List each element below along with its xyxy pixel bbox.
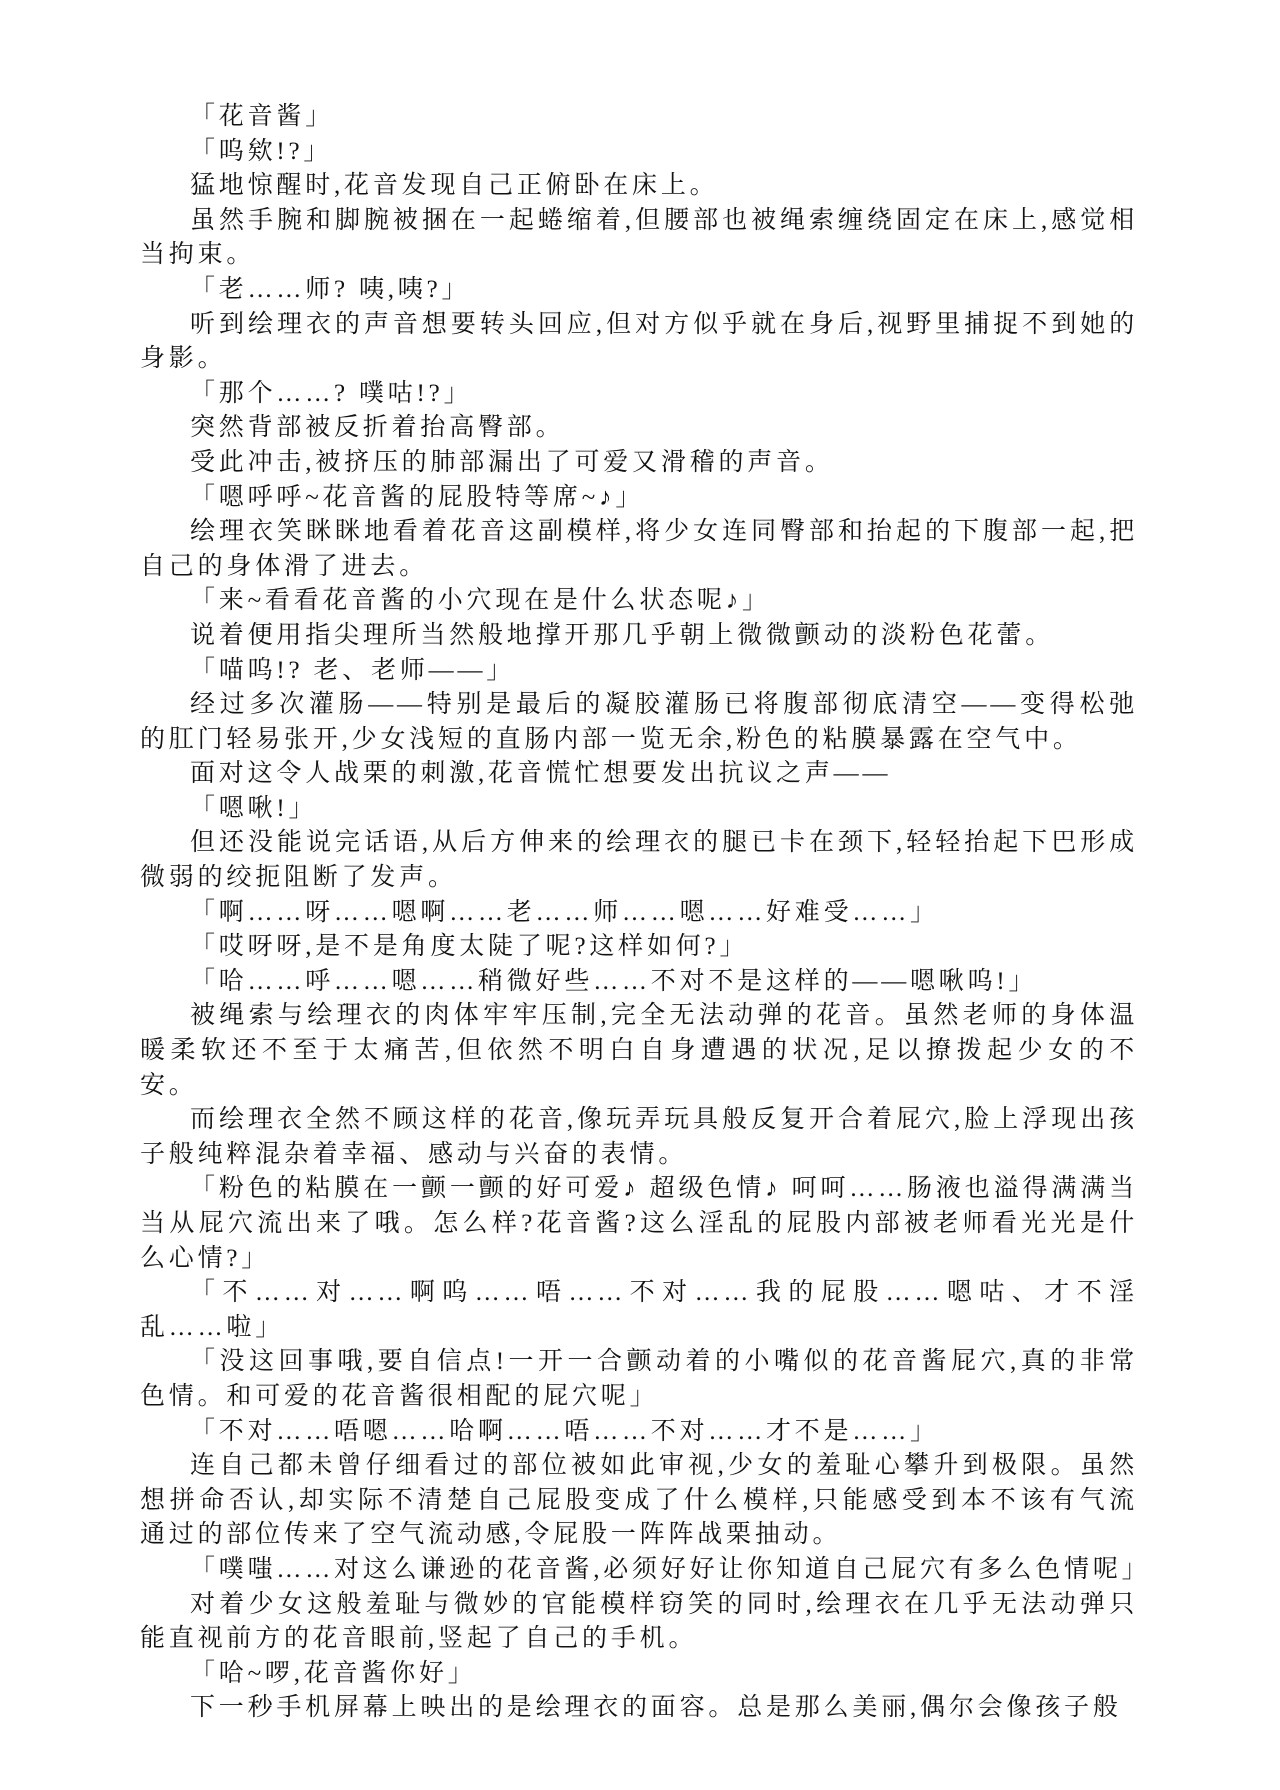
paragraph: 说着便用指尖理所当然般地撑开那几乎朝上微微颤动的淡粉色花蕾。 <box>190 621 1055 649</box>
paragraph: 「嗯啾!」 <box>190 794 318 822</box>
paragraph: 受此冲击,被挤压的肺部漏出了可爱又滑稽的声音。 <box>190 448 834 476</box>
paragraph: 被绳索与绘理衣的肉体牢牢压制,完全无法动弹的花音。虽然老师的身体温暖柔软还不至于太痛苦,但依然不明白自身遭遇的状况,足以撩拨起少女的不安。 <box>140 1002 1138 1099</box>
paragraph: 面对这令人战栗的刺激,花音慌忙想要发出抗议之声—— <box>190 760 892 788</box>
paragraph: 「噗嗤……对这么谦逊的花音酱,必须好好让你知道自己屁穴有多么色情呢」 <box>190 1555 1151 1583</box>
paragraph: 「哎呀呀,是不是角度太陡了呢?这样如何?」 <box>190 933 749 961</box>
paragraph: 「粉色的粘膜在一颤一颤的好可爱♪ 超级色情♪ 呵呵……肠液也溢得满满当当从屁穴流出来了哦。怎么样?花音酱?这么淫乱的屁股内部被老师看光光是什么心情?」 <box>140 1175 1138 1272</box>
paragraph: 「花音酱」 <box>190 103 335 130</box>
paragraph: 「嗯呼呼~花音酱的屁股特等席~♪」 <box>190 483 645 511</box>
paragraph: 「不……对……啊呜……唔……不对……我的屁股……嗯咕、才不淫乱……啦」 <box>140 1279 1138 1341</box>
paragraph: 「啊……呀……嗯啊……老……师……嗯……好难受……」 <box>190 898 939 926</box>
paragraph: 「喵呜!? 老、老师——」 <box>190 656 516 684</box>
paragraph: 猛地惊醒时,花音发现自己正俯卧在床上。 <box>190 172 719 200</box>
paragraph: 绘理衣笑眯眯地看着花音这副模样,将少女连同臀部和抬起的下腹部一起,把自己的身体滑了进去。 <box>140 518 1138 580</box>
paragraph: 下一秒手机屏幕上映出的是绘理衣的面容。总是那么美丽,偶尔会像孩子般 <box>190 1694 1122 1722</box>
paragraph: 「不对……唔嗯……哈啊……唔……不对……才不是……」 <box>190 1417 939 1445</box>
paragraph: 「哈~啰,花音酱你好」 <box>190 1659 477 1687</box>
paragraph: 而绘理衣全然不顾这样的花音,像玩弄玩具般反复开合着屁穴,脸上浮现出孩子般纯粹混杂着幸福、感动与兴奋的表情。 <box>140 1106 1138 1168</box>
paragraph: 虽然手腕和脚腕被捆在一起蜷缩着,但腰部也被绳索缠绕固定在床上,感觉相当拘束。 <box>140 206 1138 269</box>
paragraph: 对着少女这般羞耻与微妙的官能模样窃笑的同时,绘理衣在几乎无法动弹只能直视前方的花音眼前,竖起了自己的手机。 <box>140 1590 1138 1653</box>
paragraph: 连自己都未曾仔细看过的部位被如此审视,少女的羞耻心攀升到极限。虽然想拼命否认,却实际不清楚自己屁股变成了什么模样,只能感受到本不该有气流通过的部位传来了空气流动感,令屁股一阵阵战栗抽动。 <box>140 1452 1138 1549</box>
text-block <box>140 100 1151 1726</box>
paragraph: 「没这回事哦,要自信点!一开一合颤动着的小嘴似的花音酱屁穴,真的非常色情。和可爱的花音酱很相配的屁穴呢」 <box>140 1348 1138 1410</box>
paragraph: 突然背部被反折着抬高臀部。 <box>190 414 565 442</box>
paragraph: 「来~看看花音酱的小穴现在是什么状态呢♪」 <box>190 587 771 615</box>
paragraph: 经过多次灌肠——特别是最后的凝胶灌肠已将腹部彻底清空——变得松弛的肛门轻易张开,少女浅短的直肠内部一览无余,粉色的粘膜暴露在空气中。 <box>140 691 1138 753</box>
paragraph: 「呜欸!?」 <box>190 137 333 165</box>
paragraph: 「老……师? 咦,咦?」 <box>190 275 471 303</box>
paragraph: 但还没能说完话语,从后方伸来的绘理衣的腿已卡在颈下,轻轻抬起下巴形成微弱的绞扼阻断了发声。 <box>140 829 1138 892</box>
paragraph: 「那个……? 噗咕!?」 <box>190 379 473 407</box>
paragraph: 听到绘理衣的声音想要转头回应,但对方似乎就在身后,视野里捕捉不到她的身影。 <box>140 310 1138 373</box>
paragraph: 「哈……呼……嗯……稍微好些……不对不是这样的——嗯啾呜!」 <box>190 967 1038 995</box>
